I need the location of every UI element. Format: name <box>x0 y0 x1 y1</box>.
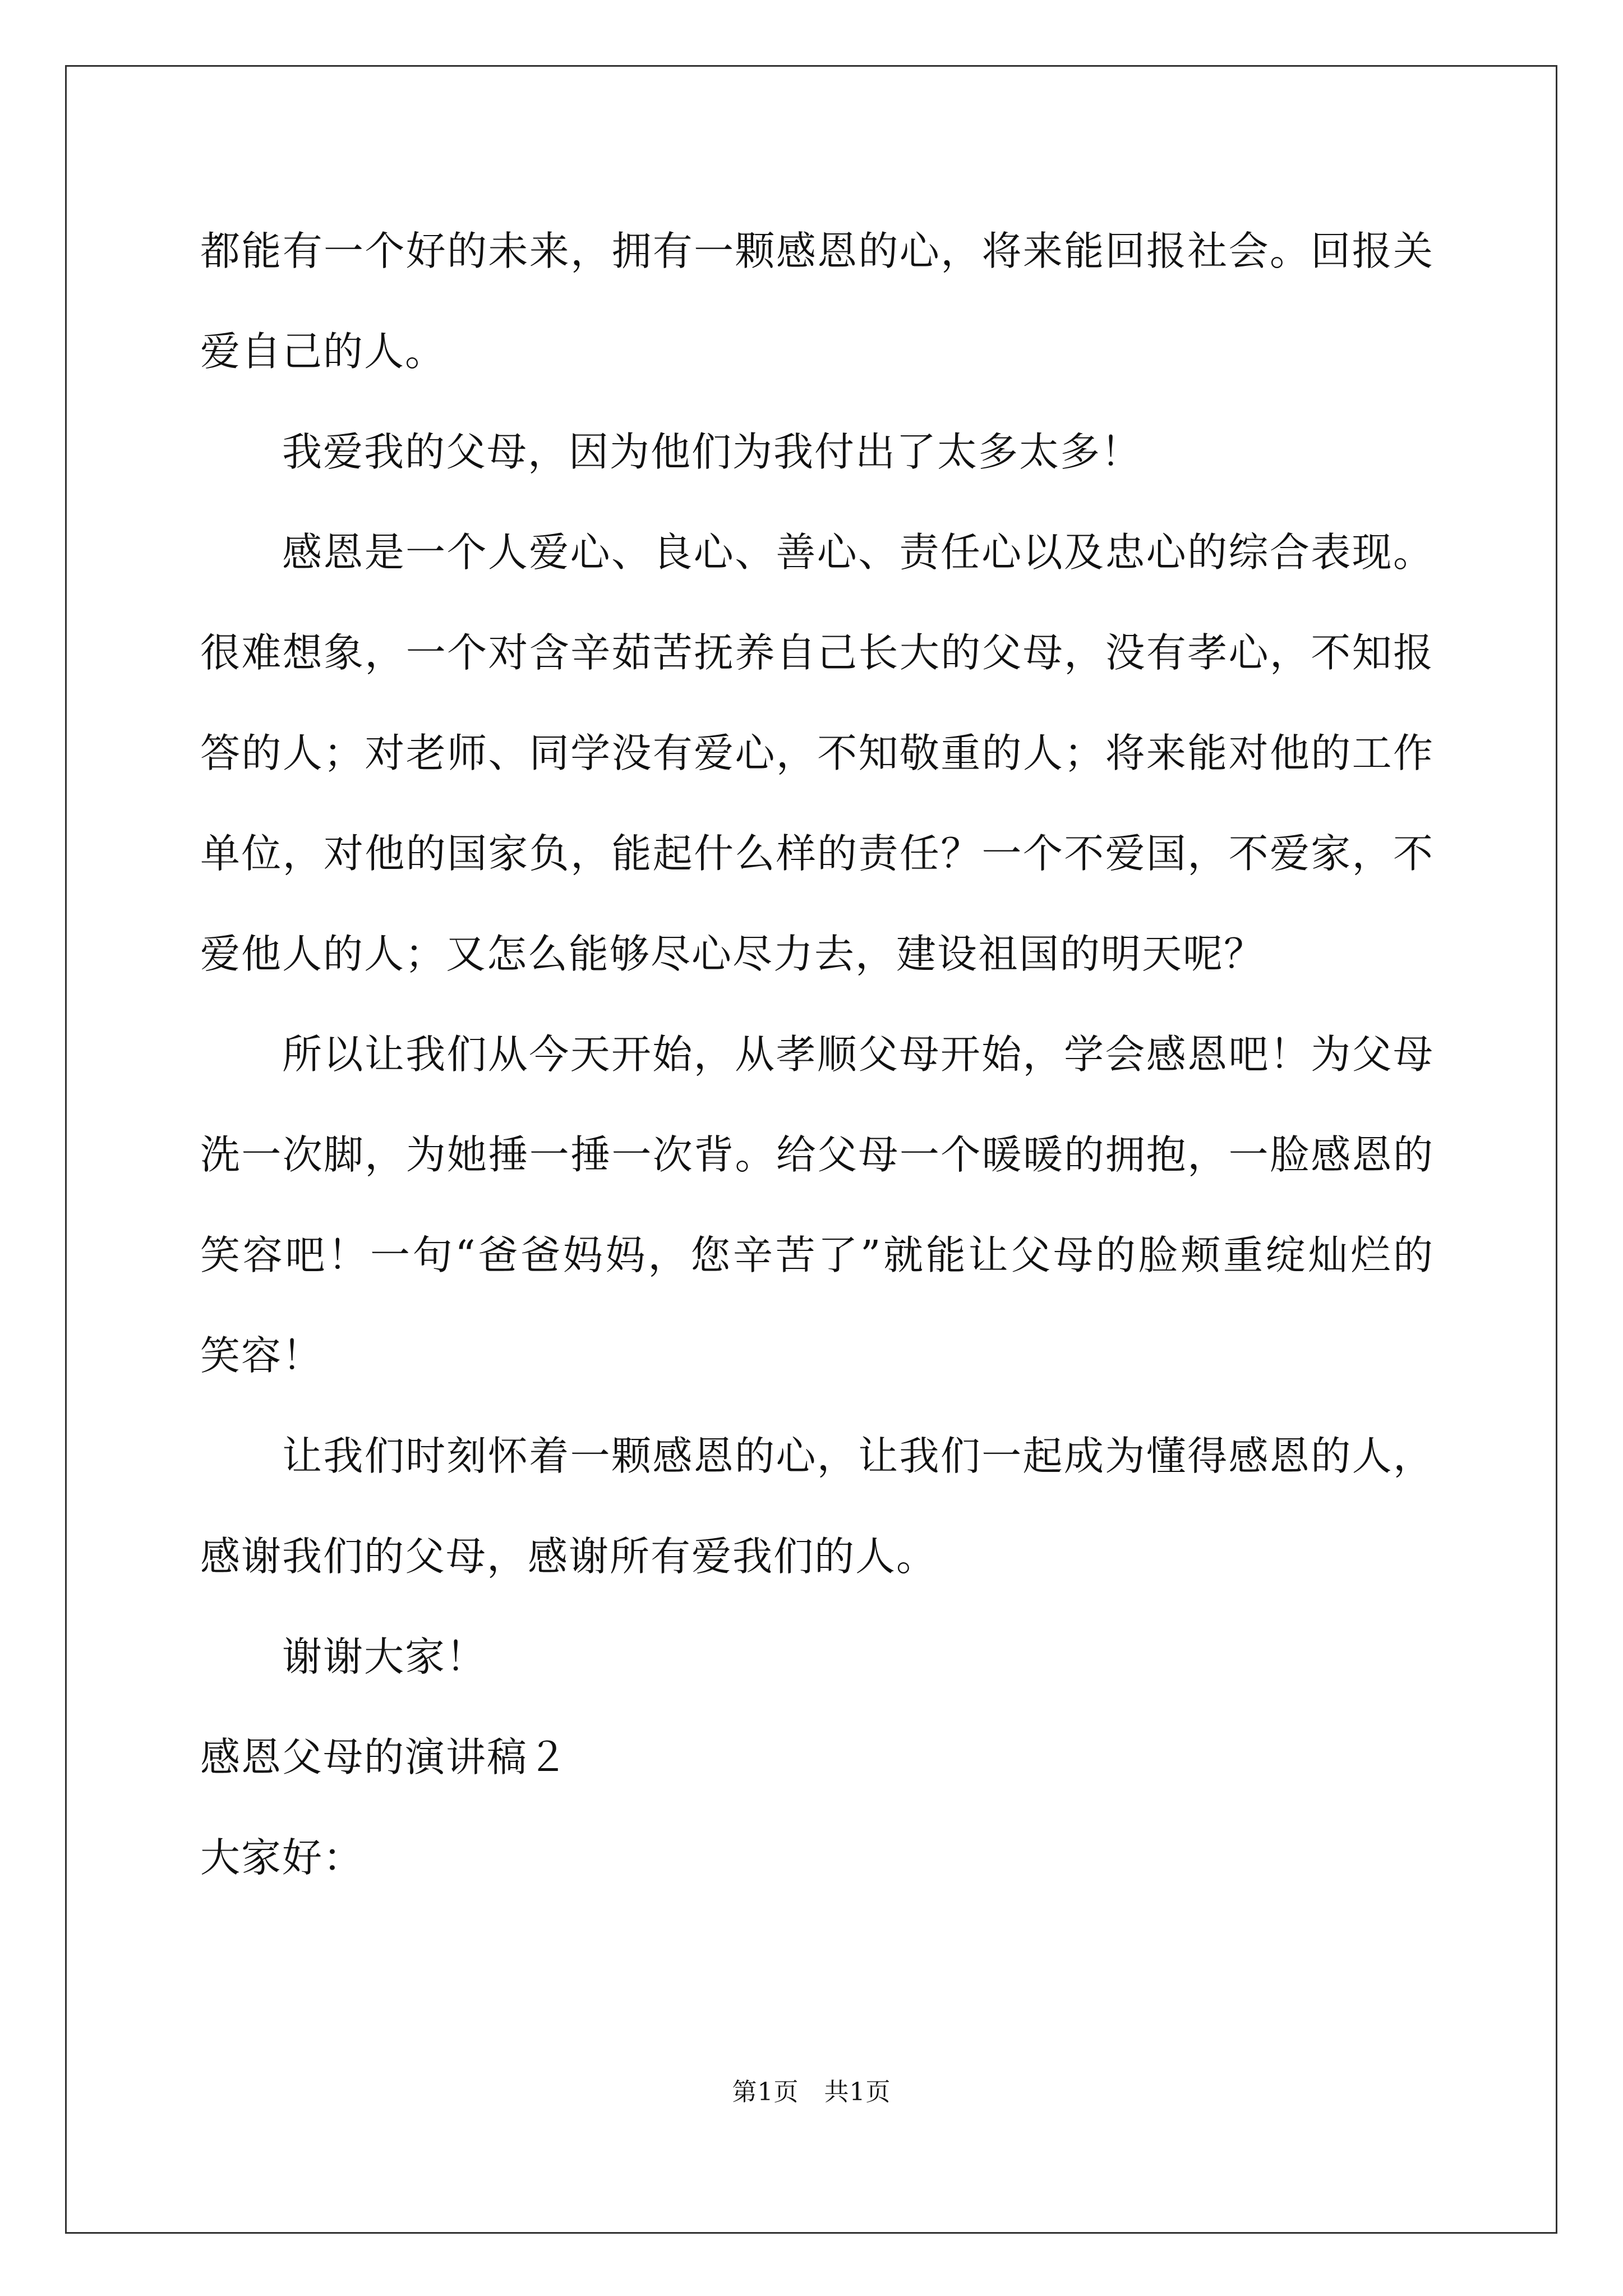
text-line: 都能有一个好的未来，拥有一颗感恩的心，将来能回报社会。回报关 <box>200 228 1434 274</box>
text-line: 很难想象，一个对含辛茹苦抚养自己长大的父母，没有孝心，不知报 <box>200 629 1434 676</box>
page-number-footer: 第1页 共1页 <box>732 2078 891 2106</box>
text-line: 爱自己的人。 <box>200 328 446 375</box>
paragraph-start-line: 让我们时刻怀着一颗感恩的心，让我们一起成为懂得感恩的人， <box>282 1433 1434 1479</box>
section-title: 感恩父母的演讲稿２ <box>200 1734 569 1780</box>
text-line: 感谢我们的父母，感谢所有爱我们的人。 <box>200 1533 938 1580</box>
paragraph-start-line: 所以让我们从今天开始，从孝顺父母开始，学会感恩吧！为父母 <box>282 1031 1434 1078</box>
text-line: 笑容！ <box>200 1332 324 1379</box>
salutation: 大家好： <box>200 1834 365 1881</box>
text-line: 洗一次脚，为她捶一捶一次背。给父母一个暖暖的拥抱，一脸感恩的 <box>200 1131 1434 1178</box>
paragraph-start-line: 我爱我的父母，因为他们为我付出了太多太多！ <box>282 429 1142 475</box>
text-line: 答的人；对老师、同学没有爱心，不知敬重的人；将来能对他的工作 <box>200 730 1434 776</box>
paragraph-start-line: 感恩是一个人爱心、良心、善心、责任心以及忠心的综合表现。 <box>282 529 1434 576</box>
closing-line: 谢谢大家！ <box>282 1634 487 1680</box>
text-line: 单位，对他的国家负，能起什么样的责任？一个不爱国，不爱家，不 <box>200 830 1434 877</box>
text-line: 爱他人的人；又怎么能够尽心尽力去，建设祖国的明天呢？ <box>200 931 1265 977</box>
text-line: 笑容吧！一句“爸爸妈妈，您辛苦了”就能让父母的脸颊重绽灿烂的 <box>200 1232 1434 1278</box>
